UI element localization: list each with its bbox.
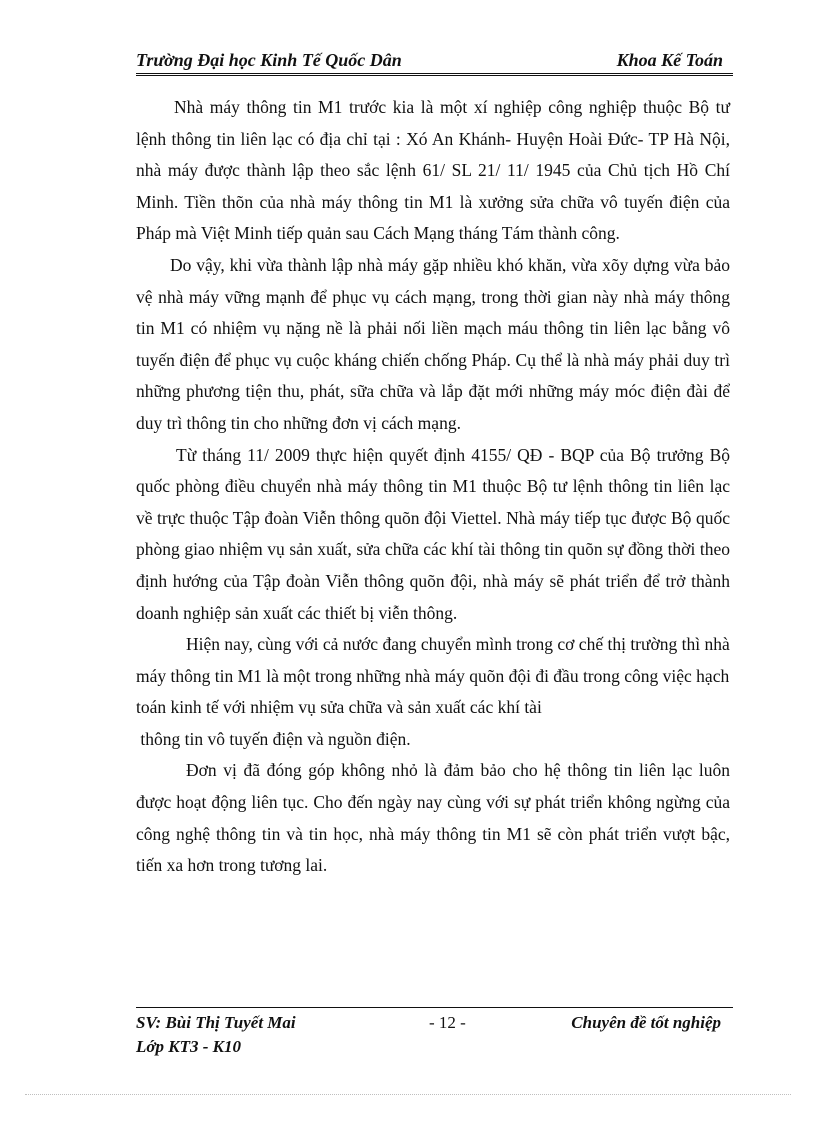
page-bottom-border — [25, 1094, 791, 1095]
header-faculty: Khoa Kế Toán — [616, 50, 723, 70]
header-university: Trường Đại học Kinh Tế Quốc Dân — [136, 50, 402, 70]
paragraph-transfer: Từ tháng 11/ 2009 thực hiện quyết định 4155/ QĐ - BQP của Bộ trưởng Bộ quốc phòng điều chuyển nhà máy thông tin M1 thuộc Bộ tư lệnh thông tin liên lạc về trực thuộc Tập đoàn Viễn thông quõn đội Viettel. Nhà máy tiếp tục được Bộ quốc phòng giao nhiệm vụ sản xuất, sửa chữa các khí tài thông tin quõn sự đồng thời theo định hướng của Tập đoàn Viễn thông quõn đội, nhà máy sẽ phát triển để trở thành doanh nghiệp sản xuất các thiết bị viễn thông. — [136, 444, 730, 623]
footer-student-name: SV: Bùi Thị Tuyết Mai — [136, 1013, 296, 1032]
header-divider — [136, 73, 733, 76]
footer-page-number: - 12 - — [429, 1013, 466, 1032]
footer-divider — [136, 1007, 733, 1008]
paragraph-current-continued: thông tin vô tuyến điện và nguồn điện. — [136, 728, 411, 749]
paragraph-contribution: Đơn vị đã đóng góp không nhỏ là đảm bảo cho hệ thông tin liên lạc luôn được hoạt động liên tục. Cho đến ngày nay cùng với sự phát triển không ngừng của công nghệ thông tin và tin học, nhà máy thông tin M1 sẽ còn phát triển vượt bậc, tiến xa hơn trong tương lai. — [136, 760, 730, 876]
document-body — [136, 92, 730, 882]
footer-class: Lớp KT3 - K10 — [136, 1037, 241, 1056]
page-header — [136, 48, 733, 74]
paragraph-current: Hiện nay, cùng với cả nước đang chuyển mình trong cơ chế thị trường thì nhà máy thông tin M1 là một trong những nhà máy quõn đội đi đầu trong công việc hạch toán kinh tế với nhiệm vụ sửa chữa và sản xuất các khí tài — [136, 634, 730, 718]
paragraph-early-period: Do vậy, khi vừa thành lập nhà máy gặp nhiều khó khăn, vừa xõy dựng vừa bảo vệ nhà máy vững mạnh để phục vụ cách mạng, trong thời gian này nhà máy thông tin M1 có nhiệm vụ nặng nề là phải nối liền mạch máu thông tin liên lạc bằng vô tuyến điện để phục vụ cuộc kháng chiến chống Pháp. Cụ thể là nhà máy phải duy trì những phương tiện thu, phát, sữa chữa và lắp đặt mới những máy móc điện đài để duy trì thông tin cho những đơn vị cách mạng. — [136, 254, 730, 433]
footer-document-title: Chuyên đề tốt nghiệp — [571, 1013, 721, 1032]
paragraph-history: Nhà máy thông tin M1 trước kia là một xí nghiệp công nghiệp thuộc Bộ tư lệnh thông tin liên lạc có địa chỉ tại : Xó An Khánh- Huyện Hoài Đức- TP Hà Nội, nhà máy được thành lập theo sắc lệnh 61/ SL 21/ 11/ 1945 của Chủ tịch Hồ Chí Minh. Tiền thõn của nhà máy thông tin M1 là xưởng sửa chữa vô tuyến điện của Pháp mà Việt Minh tiếp quản sau Cách Mạng tháng Tám thành công. — [136, 97, 730, 244]
